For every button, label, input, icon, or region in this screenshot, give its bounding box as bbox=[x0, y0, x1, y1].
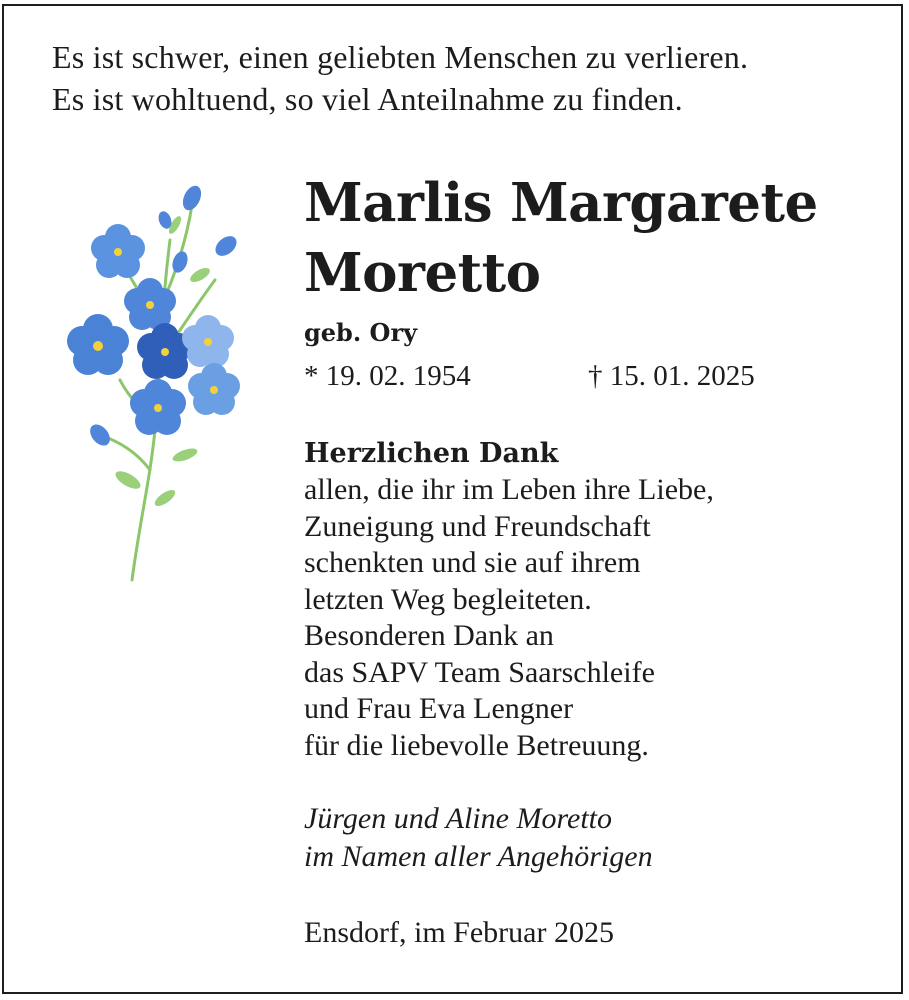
forget-me-not-flowers-icon bbox=[50, 180, 260, 590]
death-date: † 15. 01. 2025 bbox=[588, 360, 755, 392]
thanks-line: das SAPV Team Saarschleife bbox=[304, 655, 655, 689]
notice-main bbox=[304, 168, 884, 952]
name-line: Marlis Margarete bbox=[304, 172, 818, 234]
signature-line: Jürgen und Aline Moretto bbox=[304, 802, 612, 835]
life-dates bbox=[304, 360, 884, 400]
thanks-line: Zuneigung und Freundschaft bbox=[304, 509, 651, 543]
motto-line: Es ist wohltuend, so viel Anteilnahme zu finden. bbox=[52, 81, 683, 117]
thanks-line: für die liebevolle Betreuung. bbox=[304, 728, 649, 762]
born-name: geb. Ory bbox=[304, 318, 418, 347]
place-date: Ensdorf, im Februar 2025 bbox=[304, 916, 614, 949]
name-line: Moretto bbox=[304, 242, 541, 304]
thanks-line: schenkten und sie auf ihrem bbox=[304, 546, 641, 579]
thanks-heading: Herzlichen Dank bbox=[304, 438, 559, 469]
thanks-line: letzten Weg begleiteten. bbox=[304, 582, 592, 616]
motto-line: Es ist schwer, einen geliebten Menschen zu verlieren. bbox=[52, 39, 749, 75]
birth-date: * 19. 02. 1954 bbox=[304, 360, 471, 392]
signature bbox=[304, 800, 884, 876]
thanks-line: und Frau Eva Lengner bbox=[304, 692, 574, 725]
thanks-body bbox=[304, 472, 884, 764]
thanks-line: Besonderen Dank an bbox=[304, 619, 554, 652]
deceased-name bbox=[304, 168, 884, 308]
motto bbox=[52, 36, 748, 120]
thanks-line: allen, die ihr im Leben ihre Liebe, bbox=[304, 473, 714, 506]
signature-line: im Namen aller Angehörigen bbox=[304, 840, 653, 873]
